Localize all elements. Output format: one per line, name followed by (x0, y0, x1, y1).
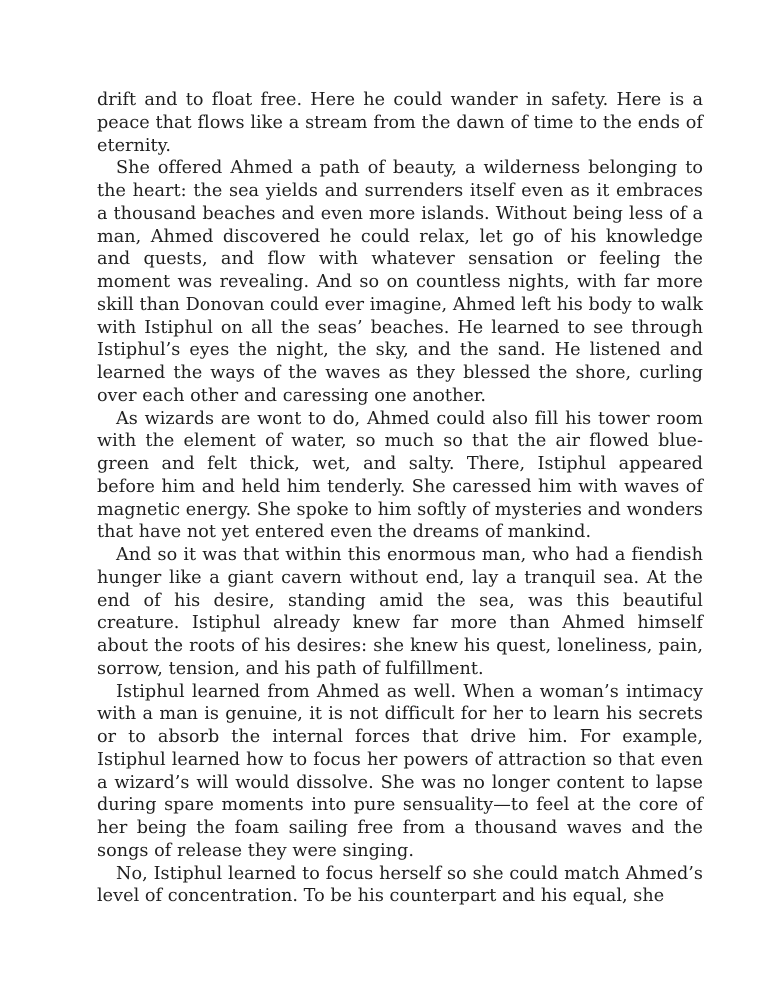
paragraph-path-of-beauty: She offered Ahmed a path of beauty, a wilderness belonging to the heart: the sea yields and surrenders itself even as it embraces a thousand beaches and even more islands. Without being less of a man, Ahmed discovered he could relax, let go of his knowledge and quests, and flow with whatever sensation or feeling the moment was revealing. And so on countless nights, with far more skill than Donovan could ever imagine, Ahmed left his body to walk with Istiphul on all the seas’ beaches. He learned to see through Istiphul’s eyes the night, the sky, and the sand. He listened and learned the ways of the waves as they blessed the shore, curling over each other and caressing one another. (97, 158, 703, 406)
paragraph-tower-room: As wizards are wont to do, Ahmed could also fill his tower room with the element of water, so much so that the air flowed blue-green and felt thick, wet, and salty. There, Istiphul appeared before him and held him tenderly. She caressed him with waves of magnetic energy. She spoke to him softly of mysteries and wonders that have not yet entered even the dreams of mankind. (97, 408, 703, 543)
paragraph-concentration: No, Istiphul learned to focus herself so she could match Ahmed’s level of concentration. To be his counterpart and his equal, she (97, 863, 703, 907)
paragraph-continuation: drift and to float free. Here he could wander in safety. Here is a peace that flows like a stream from the dawn of time to the ends of eternity. (97, 90, 703, 156)
paragraph-tranquil-sea: And so it was that within this enormous man, who had a fiendish hunger like a giant cavern without end, lay a tranquil sea. At the end of his desire, standing amid the sea, was this beautiful creature. Istiphul already knew far more than Ahmed himself about the roots of his desires: she knew his quest, loneliness, pain, sorrow, tension, and his path of fulfillment. (97, 545, 703, 679)
book-page-text (97, 89, 703, 908)
paragraph-istiphul-learned: Istiphul learned from Ahmed as well. When a woman’s intimacy with a man is genuine, it is not difficult for her to learn his secrets or to absorb the internal forces that drive him. For example, Istiphul learned how to focus her powers of attraction so that even a wizard’s will would dissolve. She was no longer content to lapse during spare moments into pure sensuality—to feel at the core of her being the foam sailing free from a thousand waves and the songs of release they were singing. (97, 681, 703, 861)
